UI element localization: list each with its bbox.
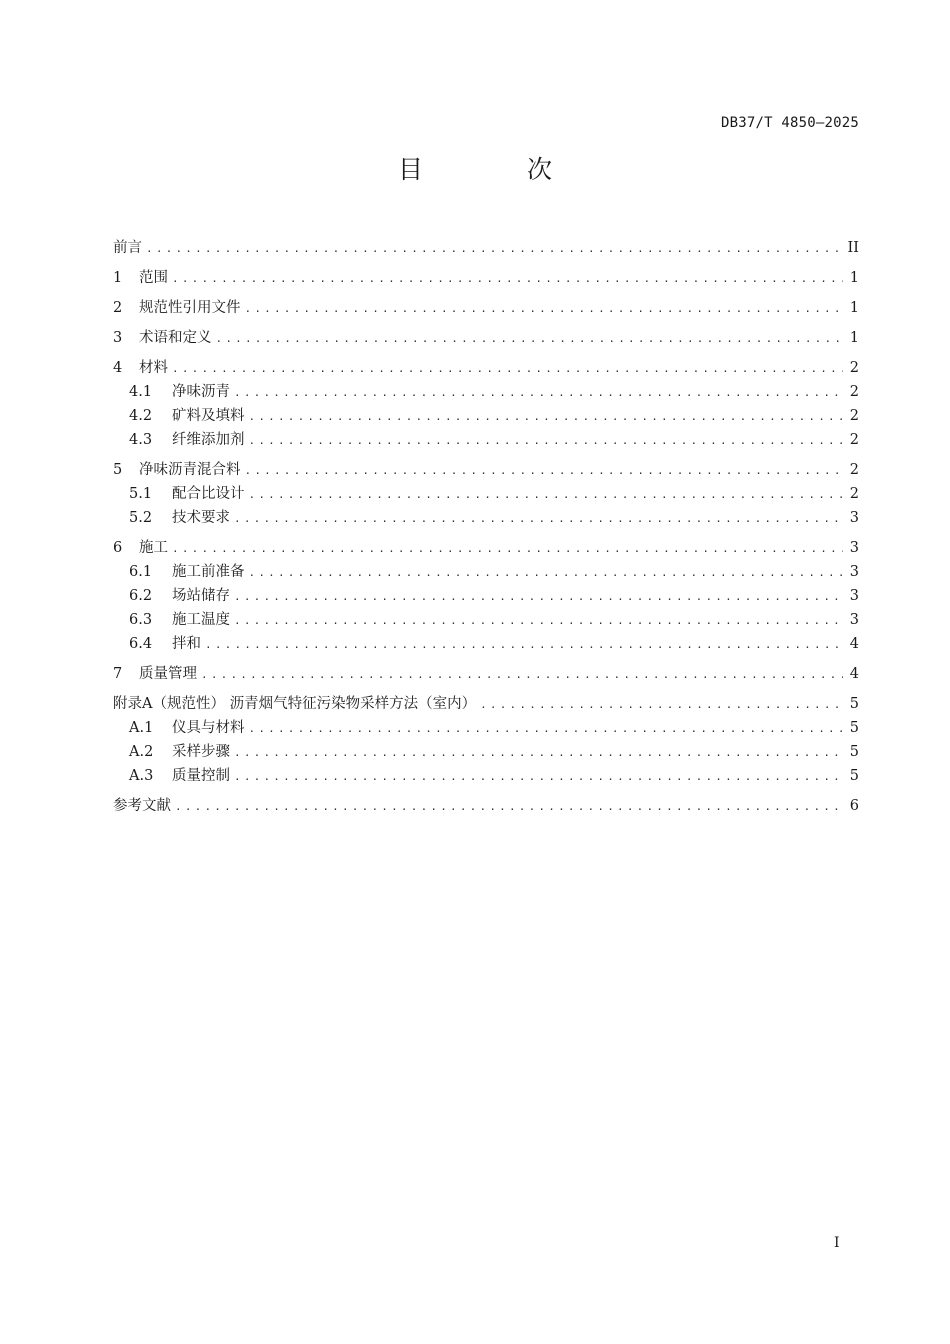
dot-leader <box>480 693 843 717</box>
toc-entry-label: 场站储存 <box>172 588 230 604</box>
toc-entry-number: 6 <box>113 540 123 556</box>
toc-entry-label: 术语和定义 <box>139 330 212 346</box>
toc-entry[interactable] <box>113 764 859 788</box>
dot-leader <box>172 267 843 291</box>
toc-entry-label: 净味沥青 <box>172 384 230 400</box>
toc-entry-page: 1 <box>849 300 859 316</box>
table-of-contents <box>113 236 859 818</box>
toc-entry[interactable] <box>113 380 859 404</box>
toc-entry-number: 6.3 <box>129 612 153 628</box>
toc-entry[interactable] <box>113 794 859 818</box>
dot-leader <box>234 609 843 633</box>
page-title: 目 次 <box>398 155 600 184</box>
toc-entry[interactable] <box>113 356 859 380</box>
toc-entry[interactable] <box>113 482 859 506</box>
toc-entry-label: 附录A（规范性） 沥青烟气特征污染物采样方法（室内） <box>113 696 477 712</box>
page-number: I <box>834 1235 840 1251</box>
toc-entry-number: A.2 <box>129 744 154 760</box>
toc-entry[interactable] <box>113 428 859 452</box>
toc-entry-page: 3 <box>849 588 859 604</box>
toc-entry-number: 6.2 <box>129 588 153 604</box>
dot-leader <box>234 381 843 405</box>
toc-entry-page: 5 <box>849 720 859 736</box>
toc-entry[interactable] <box>113 458 859 482</box>
dot-leader <box>234 507 843 531</box>
toc-entry-number: 5.2 <box>129 510 153 526</box>
toc-entry-number: 4 <box>113 360 123 376</box>
toc-entry[interactable] <box>113 326 859 350</box>
dot-leader <box>249 717 844 741</box>
dot-leader <box>216 327 844 351</box>
toc-entry-number: 4.2 <box>129 408 153 424</box>
toc-entry-number: 7 <box>113 666 123 682</box>
toc-entry[interactable] <box>113 716 859 740</box>
toc-entry-page: 3 <box>849 564 859 580</box>
toc-entry-label: 采样步骤 <box>172 744 230 760</box>
toc-entry-page: 6 <box>849 798 859 814</box>
dot-leader <box>249 561 844 585</box>
toc-entry-number: 6.1 <box>129 564 153 580</box>
toc-entry-label: 仪具与材料 <box>172 720 245 736</box>
toc-entry[interactable] <box>113 608 859 632</box>
toc-entry-page: 2 <box>849 486 859 502</box>
dot-leader <box>245 459 844 483</box>
toc-entry[interactable] <box>113 692 859 716</box>
toc-entry[interactable] <box>113 296 859 320</box>
toc-entry-label: 施工 <box>139 540 168 556</box>
toc-entry-page: 2 <box>849 384 859 400</box>
dot-leader <box>249 483 844 507</box>
toc-entry-label: 规范性引用文件 <box>139 300 241 316</box>
toc-entry[interactable] <box>113 662 859 686</box>
toc-entry-number: 6.4 <box>129 636 153 652</box>
toc-entry[interactable] <box>113 506 859 530</box>
dot-leader <box>175 795 843 819</box>
toc-entry-page: 4 <box>849 636 859 652</box>
toc-entry[interactable] <box>113 632 859 656</box>
toc-entry[interactable] <box>113 584 859 608</box>
toc-entry[interactable] <box>113 740 859 764</box>
toc-entry-label: 净味沥青混合料 <box>139 462 241 478</box>
toc-entry-page: 1 <box>849 270 859 286</box>
toc-entry-number: 2 <box>113 300 123 316</box>
toc-entry-label: 施工温度 <box>172 612 230 628</box>
toc-entry-page: 5 <box>849 744 859 760</box>
dot-leader <box>234 741 843 765</box>
toc-entry-label: 质量管理 <box>139 666 197 682</box>
toc-entry-label: 拌和 <box>172 636 201 652</box>
toc-entry-page: 5 <box>849 696 859 712</box>
toc-entry[interactable] <box>113 236 859 260</box>
toc-entry-label: 纤维添加剂 <box>172 432 245 448</box>
toc-entry-number: 5.1 <box>129 486 153 502</box>
dot-leader <box>201 663 843 687</box>
toc-entry-page: 3 <box>849 540 859 556</box>
toc-entry-label: 范围 <box>139 270 168 286</box>
dot-leader <box>234 765 843 789</box>
dot-leader <box>245 297 844 321</box>
toc-entry-page: 2 <box>849 462 859 478</box>
toc-entry-label: 矿料及填料 <box>172 408 245 424</box>
toc-entry-number: 1 <box>113 270 123 286</box>
toc-entry-page: 2 <box>849 432 859 448</box>
toc-entry[interactable] <box>113 536 859 560</box>
toc-entry-page: 5 <box>849 768 859 784</box>
dot-leader <box>249 405 844 429</box>
toc-entry-page: 3 <box>849 510 859 526</box>
toc-entry-label: 配合比设计 <box>172 486 245 502</box>
toc-entry-page: 1 <box>849 330 859 346</box>
toc-entry-number: 4.1 <box>129 384 153 400</box>
toc-entry-number: A.3 <box>129 768 154 784</box>
toc-entry-page: 3 <box>849 612 859 628</box>
document-id: DB37/T 4850—2025 <box>720 115 859 131</box>
toc-entry-page: II <box>847 240 859 256</box>
toc-entry-label: 前言 <box>113 240 142 256</box>
toc-entry-number: 5 <box>113 462 123 478</box>
toc-entry[interactable] <box>113 266 859 290</box>
dot-leader <box>234 585 843 609</box>
dot-leader <box>249 429 844 453</box>
dot-leader <box>205 633 843 657</box>
toc-entry-label: 材料 <box>139 360 168 376</box>
toc-entry[interactable] <box>113 560 859 584</box>
toc-entry-number: 4.3 <box>129 432 153 448</box>
toc-entry-page: 2 <box>849 408 859 424</box>
dot-leader <box>146 237 842 261</box>
toc-entry-number: 3 <box>113 330 123 346</box>
toc-entry-label: 参考文献 <box>113 798 171 814</box>
toc-entry-label: 施工前准备 <box>172 564 245 580</box>
dot-leader <box>172 537 843 561</box>
toc-entry-label: 技术要求 <box>172 510 230 526</box>
dot-leader <box>172 357 843 381</box>
toc-entry-label: 质量控制 <box>172 768 230 784</box>
toc-entry-page: 4 <box>849 666 859 682</box>
toc-entry[interactable] <box>113 404 859 428</box>
toc-entry-page: 2 <box>849 360 859 376</box>
toc-entry-number: A.1 <box>129 720 154 736</box>
